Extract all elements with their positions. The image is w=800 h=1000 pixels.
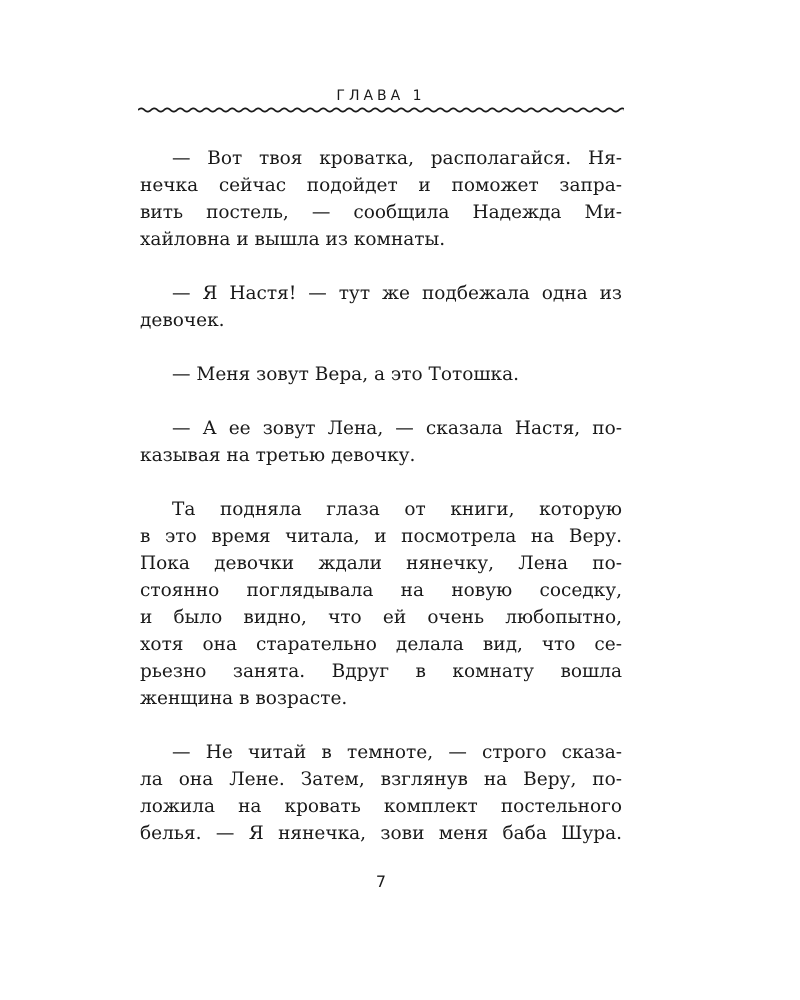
text-line: хотя она старательно делала вид, что се- [140, 634, 622, 655]
text-line: стоянно поглядывала на новую соседку, [140, 580, 622, 601]
text-line: — А ее зовут Лена, — сказала Настя, по- [172, 418, 622, 439]
text-line: хайловна и вышла из комнаты. [140, 229, 446, 250]
paragraph [140, 361, 622, 388]
text-line: — Меня зовут Вера, а это Тотошка. [172, 364, 520, 385]
text-line: — Не читай в темноте, — строго сказа- [172, 742, 622, 763]
text-line: ла она Лене. Затем, взглянув на Веру, по- [140, 769, 622, 790]
body-text [140, 145, 622, 874]
paragraph [140, 496, 622, 712]
text-line: Та подняла глаза от книги, которую [172, 499, 622, 520]
paragraph [140, 280, 622, 334]
text-line: нечка сейчас подойдет и поможет запра- [140, 175, 622, 196]
text-line: девочек. [140, 310, 225, 331]
text-line: белья. — Я нянечка, зови меня баба Шура. [140, 823, 622, 844]
text-line: казывая на третью девочку. [140, 445, 416, 466]
paragraph [140, 415, 622, 469]
text-line: Пока девочки ждали нянечку, Лена по- [140, 553, 622, 574]
text-line: ложила на кровать комплект постельного [140, 796, 622, 817]
running-head: ГЛАВА 1 [336, 88, 426, 104]
text-line: рьезно занята. Вдруг в комнату вошла [140, 661, 622, 682]
text-line: вить постель, — сообщила Надежда Ми- [140, 202, 622, 223]
text-line: в это время читала, и посмотрела на Веру. [140, 526, 622, 547]
wavy-divider [138, 104, 624, 116]
paragraph [140, 739, 622, 847]
text-line: и было видно, что ей очень любопытно, [140, 607, 622, 628]
text-line: — Вот твоя кроватка, располагайся. Ня- [172, 148, 622, 169]
paragraph [140, 145, 622, 253]
text-line: — Я Настя! — тут же подбежала одна из [172, 283, 622, 304]
page-number: 7 [375, 872, 387, 891]
text-line: женщина в возрасте. [140, 688, 348, 709]
